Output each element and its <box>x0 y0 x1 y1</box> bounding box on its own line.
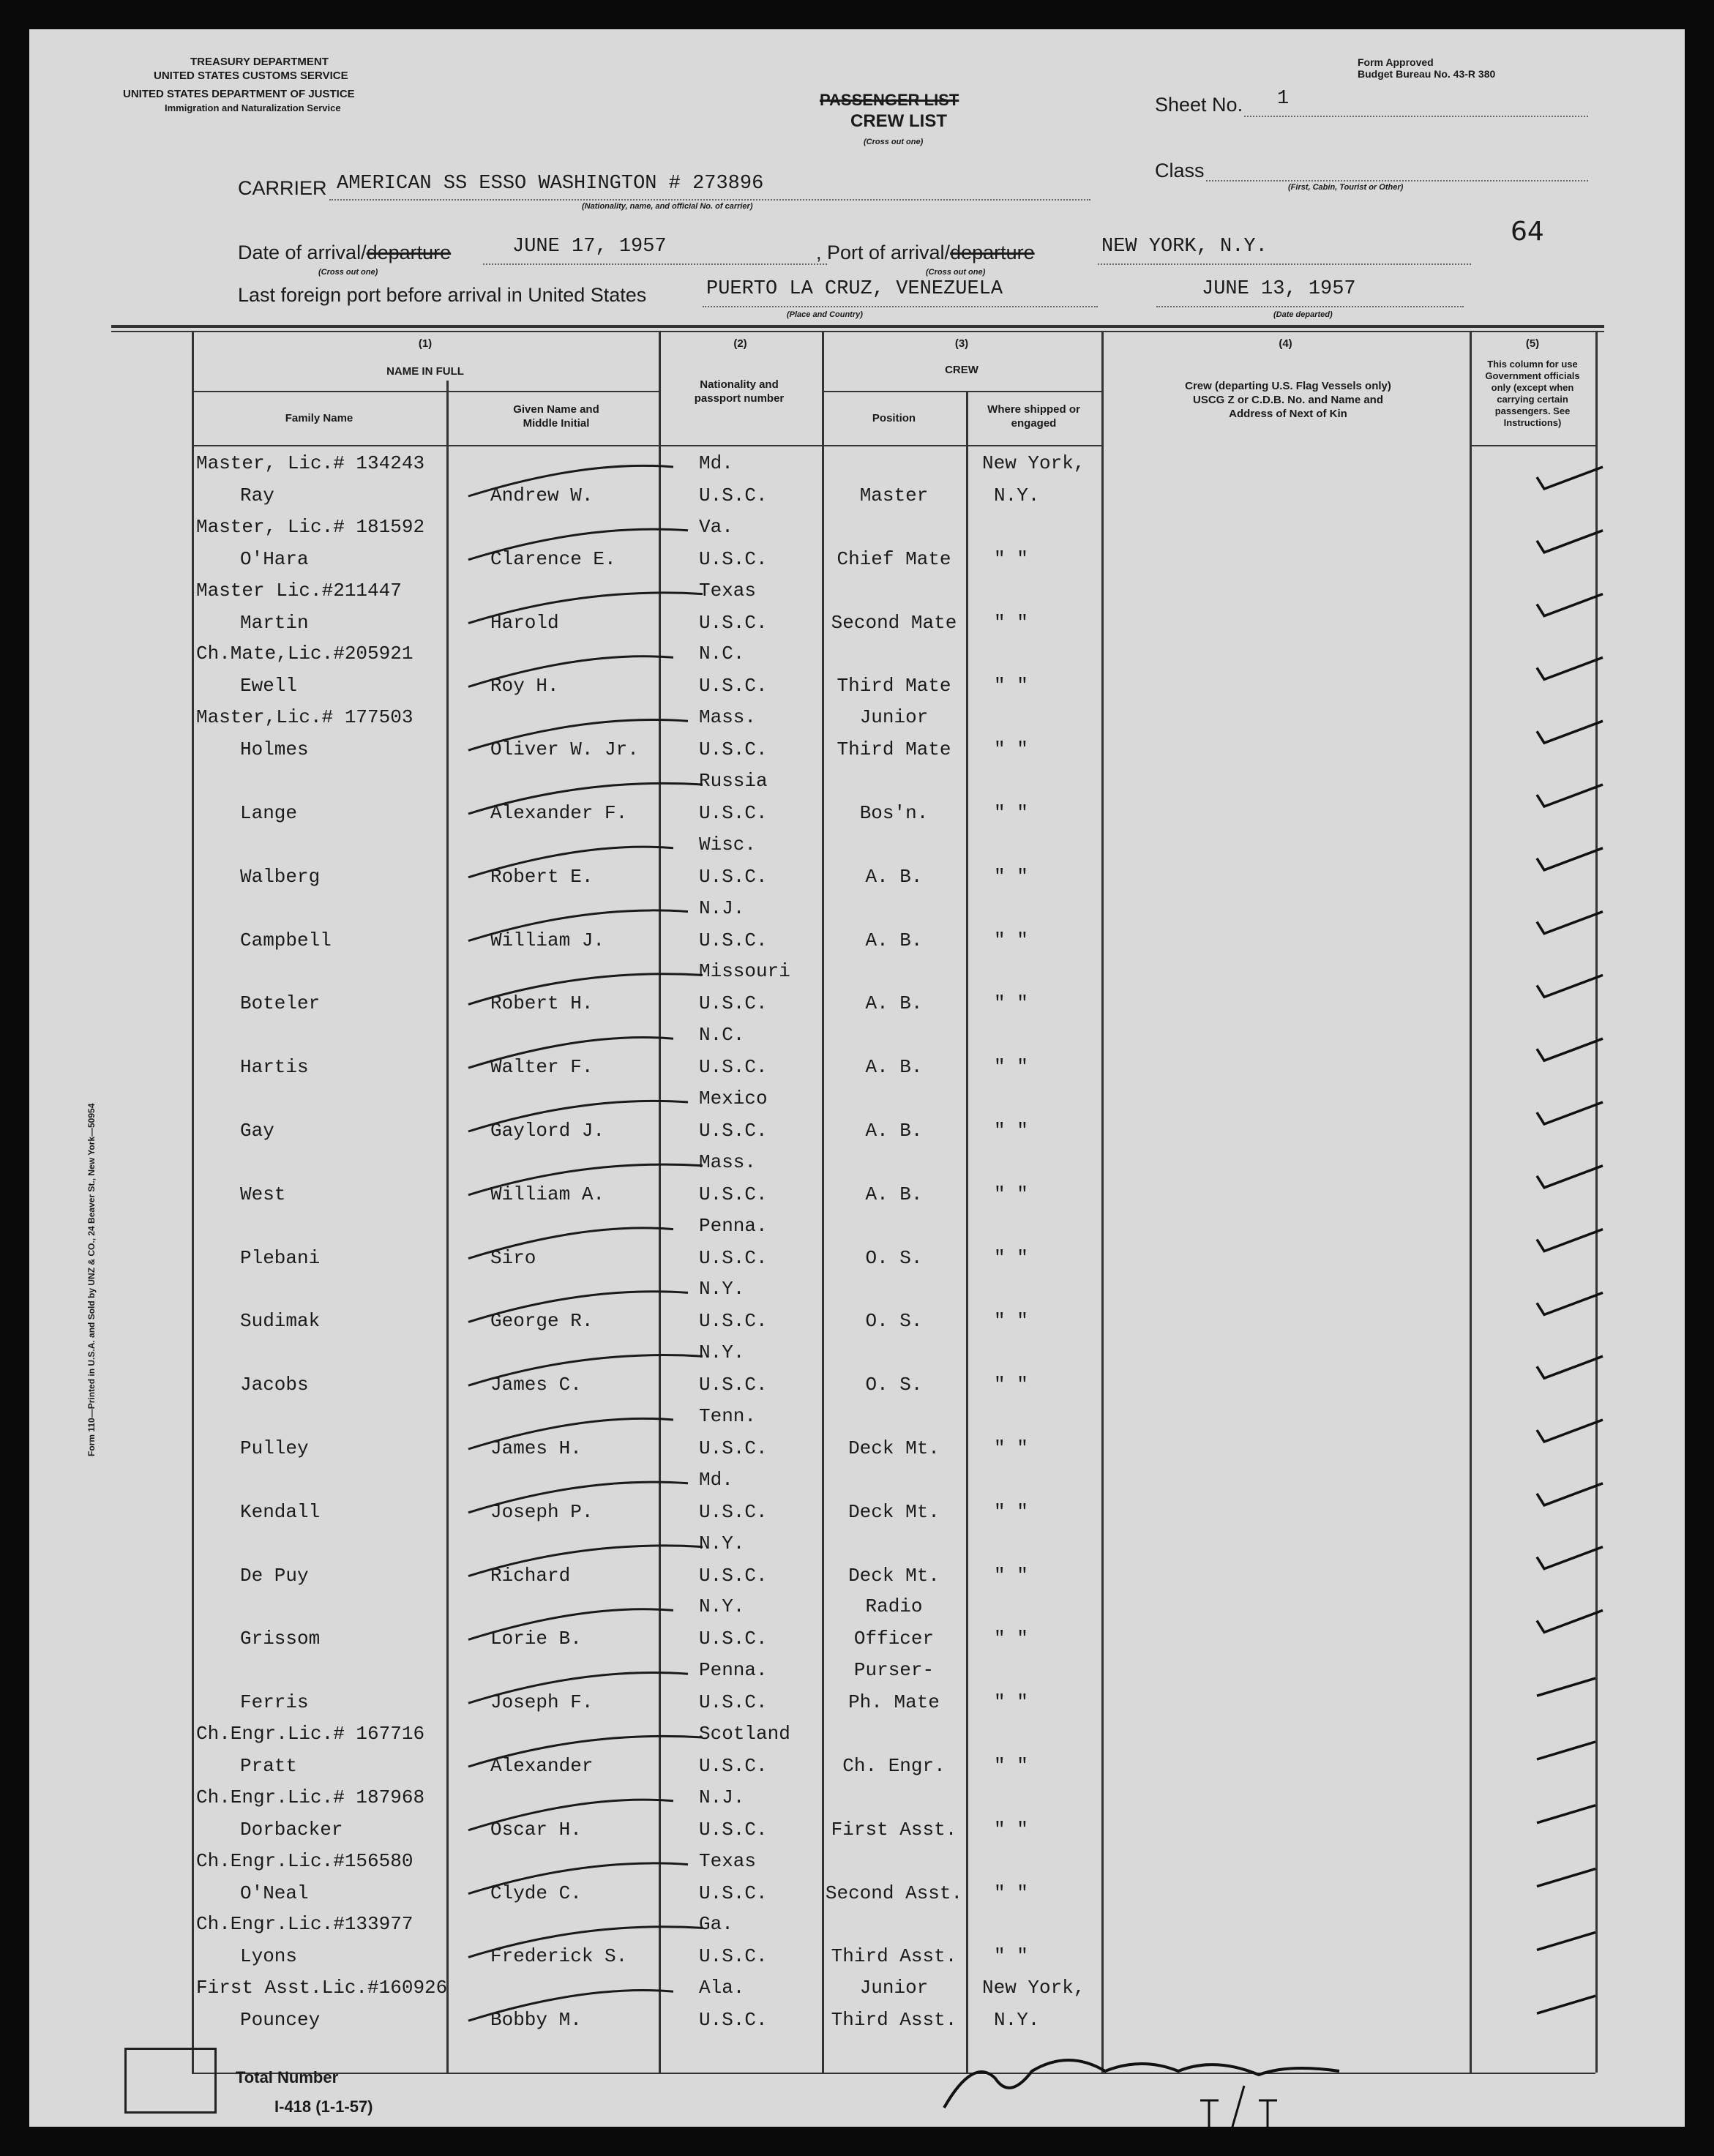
agency-justice: UNITED STATES DEPARTMENT OF JUSTICE <box>123 88 355 100</box>
col1-title: NAME IN FULL <box>386 365 464 378</box>
family-name: Ewell <box>240 675 298 697</box>
family-name: Martin <box>240 611 309 634</box>
place-hint: (Place and Country) <box>787 310 863 319</box>
family-name: Pouncey <box>240 2009 321 2032</box>
family-name: Pratt <box>240 1755 298 1777</box>
family-name: Sudimak <box>240 1310 321 1333</box>
position: Deck Mt. <box>848 1564 940 1587</box>
col5-number: (5) <box>1525 337 1540 350</box>
family-name: Jacobs <box>240 1374 309 1396</box>
position: O. S. <box>865 1310 923 1333</box>
license-note: Master, Lic.# 134243 <box>196 452 425 474</box>
nationality-state: Mexico <box>699 1088 768 1109</box>
departed-value: JUNE 13, 1957 <box>1202 278 1356 300</box>
shipped-place: New York, <box>982 452 1085 474</box>
table-row <box>29 1336 1685 1399</box>
shipped-location: " " <box>994 1246 1028 1269</box>
nationality: U.S.C. <box>699 1691 768 1714</box>
license-note: Ch.Mate,Lic.#205921 <box>196 643 413 665</box>
given-name: Joseph F. <box>490 1691 594 1714</box>
license-note: Ch.Engr.Lic.# 187968 <box>196 1786 425 1808</box>
given-name: Clyde C. <box>490 1882 582 1904</box>
given-name: Gaylord J. <box>490 1120 605 1142</box>
family-name: Ray <box>240 484 274 506</box>
port-cross-hint: (Cross out one) <box>926 268 986 277</box>
given-name: Richard <box>490 1564 571 1587</box>
family-name: O'Neal <box>240 1882 309 1904</box>
nationality-state: Va. <box>699 515 733 538</box>
table-row <box>29 1907 1685 1970</box>
family-name: Walberg <box>240 865 321 888</box>
shipped-location: " " <box>994 1374 1028 1396</box>
table-row <box>29 1399 1685 1462</box>
license-note: Master, Lic.# 181592 <box>196 515 425 538</box>
position: O. S. <box>865 1246 923 1269</box>
nationality-state: Missouri <box>699 960 790 983</box>
given-name: Alexander F. <box>490 802 628 824</box>
license-note: Master,Lic.# 177503 <box>196 706 413 729</box>
nationality-state: Ala. <box>699 1977 745 1999</box>
position: Officer <box>853 1628 935 1650</box>
nationality: U.S.C. <box>699 1818 768 1841</box>
shipped-location: " " <box>994 865 1028 888</box>
family-name: Campbell <box>240 929 332 951</box>
position: Master <box>859 484 929 506</box>
shipped-location: " " <box>994 1500 1028 1523</box>
nationality-state: N.C. <box>699 1024 745 1047</box>
family-name: Hartis <box>240 1056 309 1079</box>
nationality: U.S.C. <box>699 738 768 761</box>
table-row <box>29 1272 1685 1335</box>
table-row <box>29 1145 1685 1208</box>
nationality: U.S.C. <box>699 1755 768 1777</box>
position: Third Asst. <box>831 1945 957 1968</box>
nationality: U.S.C. <box>699 1882 768 1904</box>
position: Deck Mt. <box>848 1437 940 1459</box>
given-name: William J. <box>490 929 605 951</box>
nationality: U.S.C. <box>699 1056 768 1079</box>
nationality: U.S.C. <box>699 1628 768 1650</box>
given-name: Lorie B. <box>490 1628 582 1650</box>
cross-out-hint: (Cross out one) <box>864 138 924 146</box>
license-note: Master Lic.#211447 <box>196 579 402 602</box>
given-name: Walter F. <box>490 1056 594 1079</box>
col5-title: This column for use Government officials only (except when carrying certain passengers. See Instructions) <box>1485 359 1580 428</box>
last-port-value: PUERTO LA CRUZ, VENEZUELA <box>706 278 1003 300</box>
signature-mark <box>944 2060 1339 2108</box>
table-row <box>29 1082 1685 1145</box>
position: A. B. <box>865 865 923 888</box>
nationality: U.S.C. <box>699 802 768 824</box>
given-name: George R. <box>490 1310 594 1333</box>
table-row <box>29 1209 1685 1272</box>
family-name: Boteler <box>240 992 321 1015</box>
family-name: Ferris <box>240 1691 309 1714</box>
table-row <box>29 574 1685 637</box>
family-name: O'Hara <box>240 547 309 570</box>
table-row <box>29 891 1685 954</box>
position: A. B. <box>865 992 923 1015</box>
carrier-value: AMERICAN SS ESSO WASHINGTON # 273896 <box>337 173 764 195</box>
table-row <box>29 1590 1685 1652</box>
nationality: U.S.C. <box>699 992 768 1015</box>
position: Chief Mate <box>837 547 951 570</box>
sheet-value: 1 <box>1277 88 1290 110</box>
given-name: James H. <box>490 1437 582 1459</box>
position: A. B. <box>865 929 923 951</box>
table-row <box>29 1781 1685 1844</box>
initials-mark <box>1200 2086 1277 2127</box>
nationality: U.S.C. <box>699 547 768 570</box>
nationality-state: Md. <box>699 1468 733 1491</box>
nationality: U.S.C. <box>699 611 768 634</box>
nationality: U.S.C. <box>699 484 768 506</box>
table-row <box>29 700 1685 763</box>
position: A. B. <box>865 1056 923 1079</box>
nationality-state: Texas <box>699 1849 757 1872</box>
date-label: Date of arrival/departure <box>238 242 452 263</box>
table-row <box>29 1844 1685 1907</box>
crew-list-title: CREW LIST <box>850 111 947 131</box>
sheet-label: Sheet No. <box>1155 94 1243 116</box>
given-name: Robert E. <box>490 865 594 888</box>
nationality: U.S.C. <box>699 1183 768 1205</box>
given-name: Siro <box>490 1246 536 1269</box>
given-name: Robert H. <box>490 992 594 1015</box>
shipped-location: " " <box>994 1818 1028 1841</box>
table-row <box>29 446 1685 509</box>
last-port-label: Last foreign port before arrival in United States <box>238 284 647 306</box>
side-print: Form 110—Printed in U.S.A. and Sold by UNZ & CO., 24 Beaver St., New York—50954 <box>86 1103 97 1456</box>
col-given-name: Given Name and Middle Initial <box>513 403 599 430</box>
table-row <box>29 764 1685 827</box>
given-name: James C. <box>490 1374 582 1396</box>
departed-hint: (Date departed) <box>1273 310 1333 319</box>
shipped-location: " " <box>994 1691 1028 1714</box>
nationality-state: Mass. <box>699 1150 757 1173</box>
family-name: Gay <box>240 1120 274 1142</box>
nationality-state: Texas <box>699 579 757 602</box>
shipped-location: " " <box>994 1755 1028 1777</box>
shipped-location: " " <box>994 1310 1028 1333</box>
position-prefix: Radio <box>865 1595 923 1618</box>
license-note: Ch.Engr.Lic.#133977 <box>196 1913 413 1936</box>
table-row <box>29 1653 1685 1716</box>
position: Second Asst. <box>825 1882 963 1904</box>
col4-number: (4) <box>1279 337 1292 350</box>
arrival-date-value: JUNE 17, 1957 <box>512 236 667 258</box>
nationality: U.S.C. <box>699 1500 768 1523</box>
nationality: U.S.C. <box>699 1564 768 1587</box>
position: A. B. <box>865 1120 923 1142</box>
nationality-state: N.J. <box>699 897 745 919</box>
passenger-list-struck: PASSENGER LIST <box>820 91 959 109</box>
nationality-state: Wisc. <box>699 833 757 856</box>
family-name: Dorbacker <box>240 1818 343 1841</box>
position-prefix: Junior <box>859 1977 929 1999</box>
given-name: William A. <box>490 1183 605 1205</box>
family-name: Grissom <box>240 1628 321 1650</box>
col1-number: (1) <box>418 337 433 350</box>
total-number-box <box>124 2048 217 2114</box>
nationality-state: Scotland <box>699 1723 790 1745</box>
shipped-location: N.Y. <box>994 2009 1040 2032</box>
table-row <box>29 637 1685 700</box>
given-name: Oscar H. <box>490 1818 582 1841</box>
shipped-location: N.Y. <box>994 484 1040 506</box>
shipped-location: " " <box>994 992 1028 1015</box>
given-name: Oliver W. Jr. <box>490 738 639 761</box>
given-name: Harold <box>490 611 559 634</box>
col2-title: Nationality and passport number <box>694 378 785 405</box>
budget-bureau: Budget Bureau No. 43-R 380 <box>1358 68 1496 80</box>
family-name: Kendall <box>240 1500 321 1523</box>
shipped-location: " " <box>994 1564 1028 1587</box>
given-name: Alexander <box>490 1755 594 1777</box>
shipped-location: " " <box>994 547 1028 570</box>
position: Third Mate <box>837 738 951 761</box>
handwritten-page-number: 64 <box>1511 217 1544 247</box>
given-name: Andrew W. <box>490 484 594 506</box>
given-name: Joseph P. <box>490 1500 594 1523</box>
nationality-state: N.Y. <box>699 1341 745 1364</box>
nationality: U.S.C. <box>699 1437 768 1459</box>
position: Third Asst. <box>831 2009 957 2032</box>
given-name: Roy H. <box>490 675 559 697</box>
position: A. B. <box>865 1183 923 1205</box>
shipped-location: " " <box>994 675 1028 697</box>
shipped-location: " " <box>994 611 1028 634</box>
nationality: U.S.C. <box>699 1945 768 1968</box>
position: Deck Mt. <box>848 1500 940 1523</box>
class-hint: (First, Cabin, Tourist or Other) <box>1288 183 1404 192</box>
nationality: U.S.C. <box>699 865 768 888</box>
table-row <box>29 510 1685 573</box>
table-row <box>29 1018 1685 1081</box>
shipped-location: " " <box>994 1945 1028 1968</box>
family-name: Lange <box>240 802 298 824</box>
position-prefix: Purser- <box>853 1659 935 1682</box>
license-note: First Asst.Lic.#160926 <box>196 1977 448 1999</box>
agency-treasury: TREASURY DEPARTMENT <box>190 56 329 68</box>
nationality: U.S.C. <box>699 2009 768 2032</box>
shipped-location: " " <box>994 1183 1028 1205</box>
agency-ins: Immigration and Naturalization Service <box>165 102 341 113</box>
shipped-location: " " <box>994 1437 1028 1459</box>
nationality-state: N.Y. <box>699 1595 745 1618</box>
family-name: Lyons <box>240 1945 298 1968</box>
col3-number: (3) <box>954 337 969 350</box>
shipped-location: " " <box>994 1056 1028 1079</box>
position: Second Mate <box>831 611 957 634</box>
table-row <box>29 1971 1685 2034</box>
port-value: NEW YORK, N.Y. <box>1101 236 1268 258</box>
nationality-state: Ga. <box>699 1913 733 1936</box>
nationality: U.S.C. <box>699 1310 768 1333</box>
shipped-location: " " <box>994 1120 1028 1142</box>
nationality-state: N.C. <box>699 643 745 665</box>
position-prefix: Junior <box>859 706 929 729</box>
total-number-label: Total Number <box>236 2068 339 2086</box>
nationality-state: Mass. <box>699 706 757 729</box>
given-name: Clarence E. <box>490 547 616 570</box>
nationality-state: Russia <box>699 770 768 792</box>
position: Third Mate <box>837 675 951 697</box>
family-name: De Puy <box>240 1564 309 1587</box>
date-cross-hint: (Cross out one) <box>318 268 378 277</box>
family-name: Plebani <box>240 1246 321 1269</box>
form-code: I-418 (1-1-57) <box>274 2097 373 2116</box>
table-row <box>29 828 1685 891</box>
nationality-state: Tenn. <box>699 1405 757 1427</box>
license-note: Ch.Engr.Lic.#156580 <box>196 1849 413 1872</box>
table-row <box>29 1717 1685 1780</box>
agency-customs: UNITED STATES CUSTOMS SERVICE <box>154 70 348 82</box>
shipped-place: New York, <box>982 1977 1085 1999</box>
nationality-state: Md. <box>699 452 733 474</box>
table-row <box>29 1463 1685 1526</box>
license-note: Ch.Engr.Lic.# 167716 <box>196 1723 425 1745</box>
nationality-state: Penna. <box>699 1659 768 1682</box>
table-row <box>29 1527 1685 1590</box>
carrier-hint: (Nationality, name, and official No. of carrier) <box>582 202 753 211</box>
shipped-location: " " <box>994 1882 1028 1904</box>
col2-number: (2) <box>733 337 747 350</box>
nationality-state: N.Y. <box>699 1532 745 1554</box>
shipped-location: " " <box>994 1628 1028 1650</box>
col-position: Position <box>872 412 916 424</box>
position: First Asst. <box>831 1818 957 1841</box>
nationality: U.S.C. <box>699 929 768 951</box>
shipped-location: " " <box>994 929 1028 951</box>
family-name: Holmes <box>240 738 309 761</box>
position: Bos'n. <box>859 802 929 824</box>
class-label: Class <box>1155 160 1205 181</box>
carrier-label: CARRIER <box>238 177 327 199</box>
shipped-location: " " <box>994 802 1028 824</box>
position: Ch. Engr. <box>842 1755 946 1777</box>
nationality-state: N.Y. <box>699 1278 745 1300</box>
nationality-state: Penna. <box>699 1214 768 1237</box>
nationality: U.S.C. <box>699 1374 768 1396</box>
shipped-location: " " <box>994 738 1028 761</box>
nationality: U.S.C. <box>699 675 768 697</box>
col4-title: Crew (departing U.S. Flag Vessels only) USCG Z or C.D.B. No. and Name and Address of Next of Kin <box>1185 380 1391 420</box>
given-name: Bobby M. <box>490 2009 582 2032</box>
col-where-shipped: Where shipped or engaged <box>987 403 1080 430</box>
table-row <box>29 954 1685 1017</box>
position: O. S. <box>865 1374 923 1396</box>
form-approved: Form Approved <box>1358 56 1434 68</box>
nationality: U.S.C. <box>699 1246 768 1269</box>
nationality-state: N.J. <box>699 1786 745 1808</box>
port-label: , Port of arrival/departure <box>816 242 1035 263</box>
position: Ph. Mate <box>848 1691 940 1714</box>
family-name: Pulley <box>240 1437 309 1459</box>
col3-title: CREW <box>945 364 978 376</box>
col-family-name: Family Name <box>285 412 353 424</box>
given-name: Frederick S. <box>490 1945 628 1968</box>
nationality: U.S.C. <box>699 1120 768 1142</box>
document-page <box>29 29 1685 2127</box>
family-name: West <box>240 1183 286 1205</box>
